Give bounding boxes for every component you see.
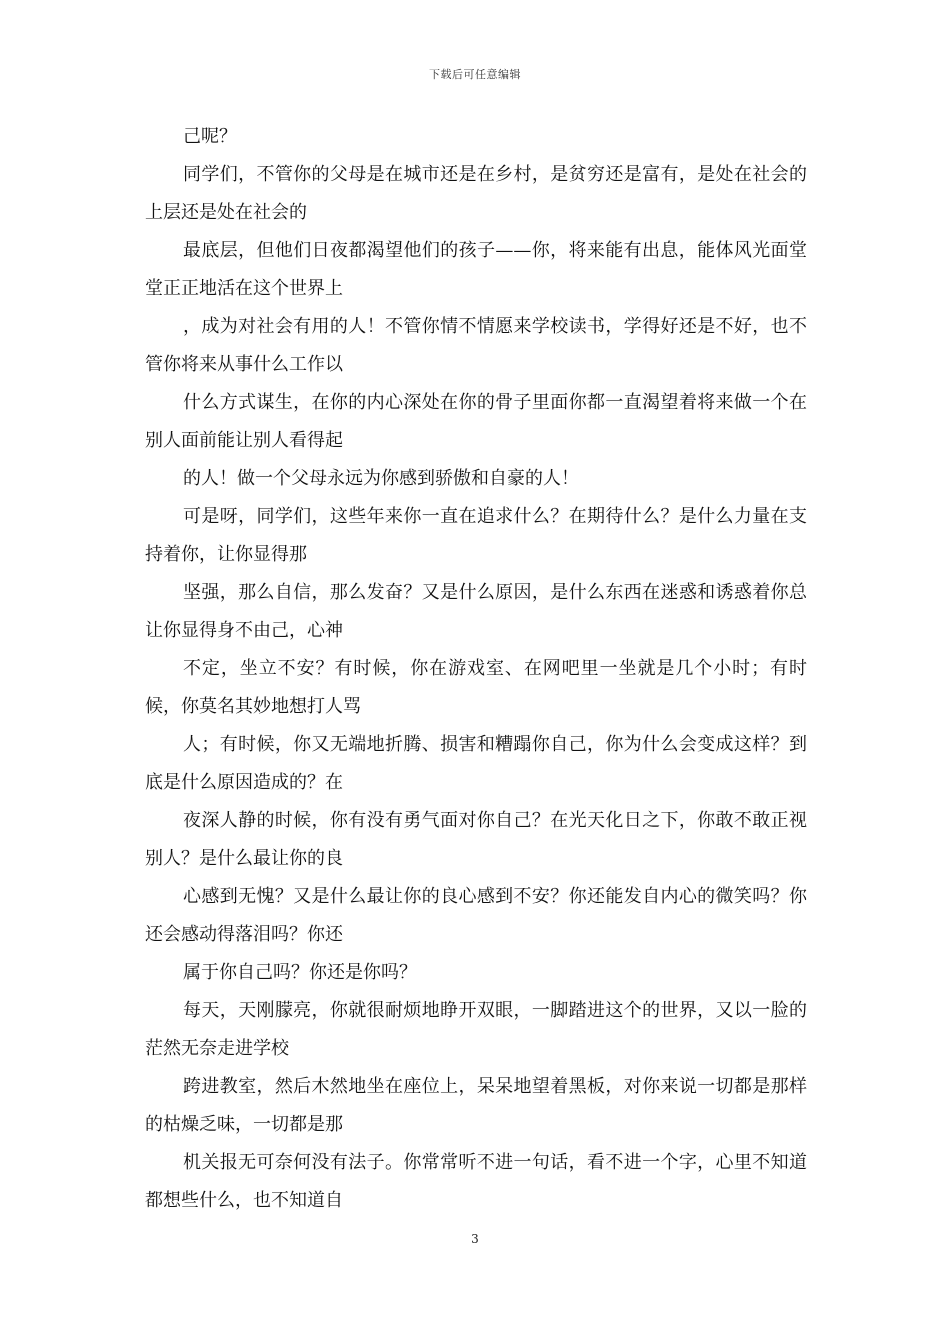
paragraph: 属于你自己吗？你还是你吗？ <box>183 962 417 983</box>
paragraph: ，成为对社会有用的人！不管你情不情愿来学校读书，学得好还是不好，也不管你将来从事什么工作以 <box>145 316 807 375</box>
paragraph: 机关报无可奈何没有法子。你常常听不进一句话，看不进一个字，心里不知道都想些什么，也不知道自 <box>145 1152 807 1211</box>
paragraph: 不定，坐立不安？有时候，你在游戏室、在网吧里一坐就是几个小时；有时候，你莫名其妙地想打人骂 <box>145 658 807 717</box>
paragraph: 人；有时候，你又无端地折腾、损害和糟蹋你自己，你为什么会变成这样？到底是什么原因造成的？在 <box>145 734 807 793</box>
paragraph: 可是呀，同学们，这些年来你一直在追求什么？在期待什么？是什么力量在支持着你，让你显得那 <box>145 506 807 565</box>
paragraph: 己呢？ <box>183 126 237 147</box>
body-text <box>145 118 807 1220</box>
paragraph: 最底层，但他们日夜都渴望他们的孩子——你，将来能有出息，能体风光面堂堂正正地活在这个世界上 <box>145 240 807 299</box>
paragraph: 的人！做一个父母永远为你感到骄傲和自豪的人！ <box>183 468 579 489</box>
paragraph: 什么方式谋生，在你的内心深处在你的骨子里面你都一直渴望着将来做一个在别人面前能让别人看得起 <box>145 392 807 451</box>
page-number: 3 <box>471 1232 479 1246</box>
paragraph: 心感到无愧？又是什么最让你的良心感到不安？你还能发自内心的微笑吗？你还会感动得落泪吗？你还 <box>145 886 807 945</box>
paragraph: 跨进教室，然后木然地坐在座位上，呆呆地望着黑板，对你来说一切都是那样的枯燥乏味，一切都是那 <box>145 1076 807 1135</box>
paragraph: 同学们，不管你的父母是在城市还是在乡村，是贫穷还是富有，是处在社会的上层还是处在社会的 <box>145 164 807 223</box>
paragraph: 夜深人静的时候，你有没有勇气面对你自己？在光天化日之下，你敢不敢正视别人？是什么最让你的良 <box>145 810 807 869</box>
paragraph: 每天，天刚朦亮，你就很耐烦地睁开双眼，一脚踏进这个的世界，又以一脸的茫然无奈走进学校 <box>145 1000 807 1059</box>
page-header: 下载后可任意编辑 <box>429 68 521 81</box>
paragraph: 坚强，那么自信，那么发奋？又是什么原因，是什么东西在迷惑和诱惑着你总让你显得身不由己，心神 <box>145 582 807 641</box>
